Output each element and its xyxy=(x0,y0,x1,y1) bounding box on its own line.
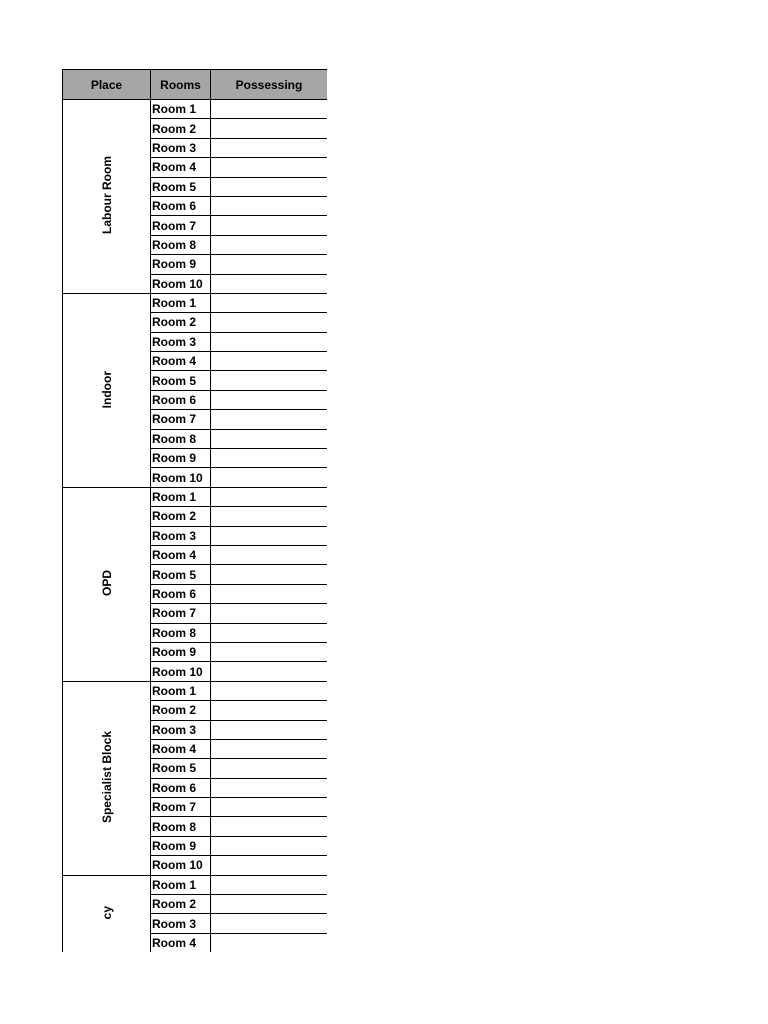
room-cell[interactable]: Room 5 xyxy=(151,759,211,778)
place-cell[interactable] xyxy=(63,681,151,875)
possessing-cell[interactable] xyxy=(211,332,328,351)
room-cell[interactable]: Room 4 xyxy=(151,352,211,371)
possessing-cell[interactable] xyxy=(211,701,328,720)
room-cell[interactable]: Room 2 xyxy=(151,313,211,332)
possessing-cell[interactable] xyxy=(211,293,328,312)
possessing-cell[interactable] xyxy=(211,623,328,642)
room-cell[interactable]: Room 6 xyxy=(151,390,211,409)
place-label: Labour Room xyxy=(99,156,114,235)
room-cell[interactable]: Room 5 xyxy=(151,371,211,390)
room-cell[interactable]: Room 3 xyxy=(151,332,211,351)
room-cell[interactable]: Room 9 xyxy=(151,255,211,274)
room-cell[interactable]: Room 1 xyxy=(151,487,211,506)
room-cell[interactable]: Room 7 xyxy=(151,410,211,429)
table-row xyxy=(63,487,328,506)
room-cell[interactable]: Room 8 xyxy=(151,429,211,448)
room-cell[interactable]: Room 1 xyxy=(151,293,211,312)
possessing-cell[interactable] xyxy=(211,216,328,235)
possessing-cell[interactable] xyxy=(211,604,328,623)
header-place[interactable]: Place xyxy=(63,70,151,100)
room-cell[interactable]: Room 5 xyxy=(151,177,211,196)
table-row xyxy=(63,293,328,312)
room-cell[interactable]: Room 1 xyxy=(151,681,211,700)
room-cell[interactable]: Room 3 xyxy=(151,720,211,739)
place-label: Indoor xyxy=(99,370,114,409)
room-cell[interactable]: Room 10 xyxy=(151,468,211,487)
possessing-cell[interactable] xyxy=(211,274,328,293)
room-cell[interactable]: Room 7 xyxy=(151,798,211,817)
room-cell[interactable]: Room 3 xyxy=(151,138,211,157)
possessing-cell[interactable] xyxy=(211,778,328,797)
possessing-cell[interactable] xyxy=(211,255,328,274)
room-cell[interactable]: Room 2 xyxy=(151,507,211,526)
possessing-cell[interactable] xyxy=(211,449,328,468)
possessing-cell[interactable] xyxy=(211,856,328,875)
room-cell[interactable]: Room 8 xyxy=(151,817,211,836)
table-row xyxy=(63,875,328,894)
room-cell[interactable]: Room 2 xyxy=(151,701,211,720)
possessing-cell[interactable] xyxy=(211,895,328,914)
spreadsheet-page xyxy=(62,69,327,952)
table-row xyxy=(63,681,328,700)
place-cell[interactable] xyxy=(63,100,151,294)
header-possessing[interactable]: Possessing xyxy=(211,70,328,100)
possessing-cell[interactable] xyxy=(211,429,328,448)
room-cell[interactable]: Room 2 xyxy=(151,895,211,914)
possessing-cell[interactable] xyxy=(211,371,328,390)
room-cell[interactable]: Room 9 xyxy=(151,449,211,468)
possessing-cell[interactable] xyxy=(211,119,328,138)
room-cell[interactable]: Room 7 xyxy=(151,216,211,235)
possessing-cell[interactable] xyxy=(211,662,328,681)
room-table xyxy=(62,69,327,952)
room-cell[interactable]: Room 7 xyxy=(151,604,211,623)
possessing-cell[interactable] xyxy=(211,875,328,894)
header-row xyxy=(63,70,328,100)
room-cell[interactable]: Room 4 xyxy=(151,739,211,758)
possessing-cell[interactable] xyxy=(211,817,328,836)
place-label: cy xyxy=(99,906,114,920)
possessing-cell[interactable] xyxy=(211,410,328,429)
room-cell[interactable]: Room 2 xyxy=(151,119,211,138)
possessing-cell[interactable] xyxy=(211,759,328,778)
possessing-cell[interactable] xyxy=(211,914,328,933)
place-label: Specialist Block xyxy=(99,731,114,824)
possessing-cell[interactable] xyxy=(211,390,328,409)
table-row xyxy=(63,100,328,119)
header-rooms[interactable]: Rooms xyxy=(151,70,211,100)
possessing-cell[interactable] xyxy=(211,487,328,506)
room-cell[interactable]: Room 10 xyxy=(151,274,211,293)
room-cell[interactable]: Room 10 xyxy=(151,662,211,681)
possessing-cell[interactable] xyxy=(211,196,328,215)
possessing-cell[interactable] xyxy=(211,526,328,545)
place-cell[interactable] xyxy=(63,487,151,681)
possessing-cell[interactable] xyxy=(211,642,328,661)
possessing-cell[interactable] xyxy=(211,177,328,196)
possessing-cell[interactable] xyxy=(211,720,328,739)
possessing-cell[interactable] xyxy=(211,468,328,487)
possessing-cell[interactable] xyxy=(211,158,328,177)
room-cell[interactable]: Room 9 xyxy=(151,642,211,661)
possessing-cell[interactable] xyxy=(211,584,328,603)
possessing-cell[interactable] xyxy=(211,545,328,564)
room-cell[interactable]: Room 6 xyxy=(151,778,211,797)
room-cell[interactable]: Room 4 xyxy=(151,158,211,177)
possessing-cell[interactable] xyxy=(211,933,328,952)
room-cell[interactable]: Room 5 xyxy=(151,565,211,584)
room-cell[interactable]: Room 9 xyxy=(151,836,211,855)
room-cell[interactable]: Room 4 xyxy=(151,545,211,564)
room-cell[interactable]: Room 8 xyxy=(151,623,211,642)
room-cell[interactable]: Room 3 xyxy=(151,914,211,933)
possessing-cell[interactable] xyxy=(211,235,328,254)
room-cell[interactable]: Room 4 xyxy=(151,933,211,952)
room-cell[interactable]: Room 3 xyxy=(151,526,211,545)
possessing-cell[interactable] xyxy=(211,507,328,526)
possessing-cell[interactable] xyxy=(211,100,328,119)
possessing-cell[interactable] xyxy=(211,836,328,855)
room-cell[interactable]: Room 10 xyxy=(151,856,211,875)
room-cell[interactable]: Room 8 xyxy=(151,235,211,254)
table-body xyxy=(63,100,328,953)
possessing-cell[interactable] xyxy=(211,313,328,332)
place-cell[interactable] xyxy=(63,293,151,487)
room-cell[interactable]: Room 1 xyxy=(151,100,211,119)
room-cell[interactable]: Room 6 xyxy=(151,584,211,603)
place-label: OPD xyxy=(99,570,114,597)
room-cell[interactable]: Room 6 xyxy=(151,196,211,215)
place-cell[interactable] xyxy=(63,875,151,952)
possessing-cell[interactable] xyxy=(211,138,328,157)
possessing-cell[interactable] xyxy=(211,565,328,584)
possessing-cell[interactable] xyxy=(211,352,328,371)
possessing-cell[interactable] xyxy=(211,739,328,758)
possessing-cell[interactable] xyxy=(211,798,328,817)
room-cell[interactable]: Room 1 xyxy=(151,875,211,894)
possessing-cell[interactable] xyxy=(211,681,328,700)
